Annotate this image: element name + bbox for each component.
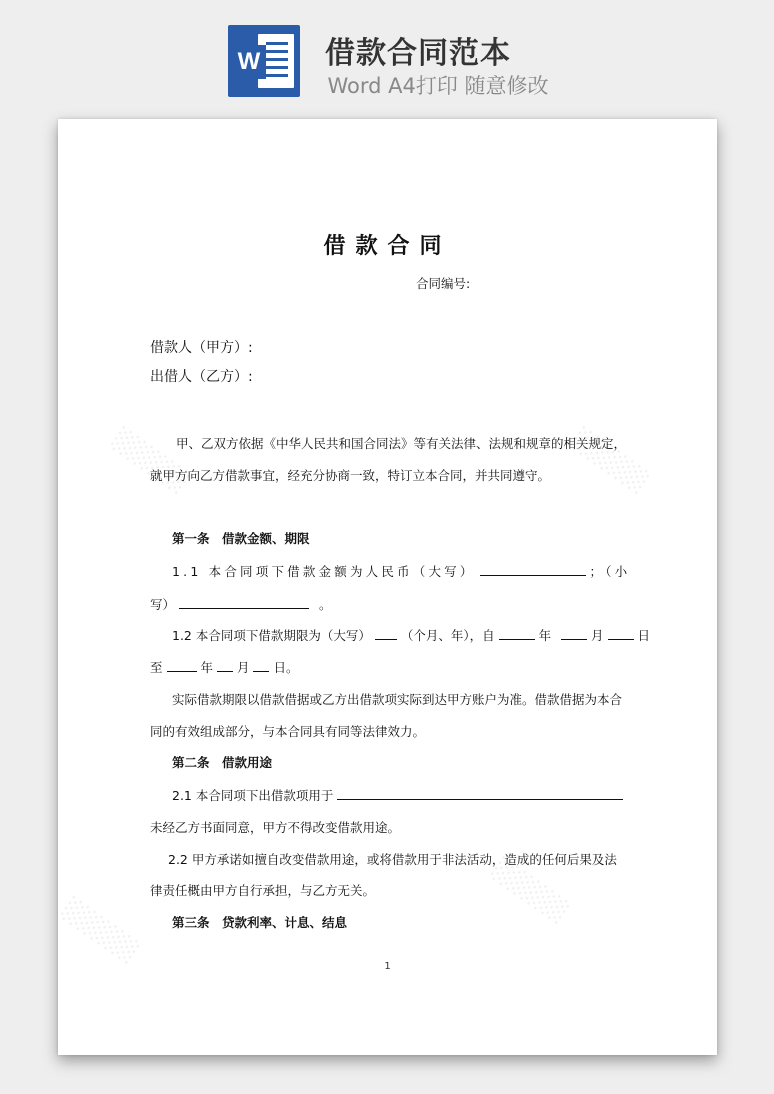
end-year-blank[interactable] — [167, 659, 197, 672]
word-app-icon — [228, 25, 300, 97]
clause-text: 月 — [591, 628, 604, 643]
clause-text: 年 — [538, 628, 552, 643]
clause-2-2-line-2: 律责任概由甲方自行承担，与乙方无关。 — [150, 883, 376, 898]
intro-paragraph-line-1: 甲、乙双方依据《中华人民共和国合同法》等有关法律、法规和规章的相关规定， — [176, 436, 627, 451]
amount-uppercase-blank[interactable] — [480, 563, 586, 576]
clause-1-3-line-1: 实际借款期限以借款借据或乙方出借款项实际到达甲方账户为准。借款借据为本合 — [172, 692, 623, 707]
start-year-blank[interactable] — [499, 627, 535, 640]
clause-text: 月 — [236, 660, 250, 675]
loan-purpose-blank[interactable] — [337, 787, 623, 800]
watermark: ░░░░░ — [108, 426, 193, 497]
end-month-blank[interactable] — [217, 659, 233, 672]
clause-2-1-line-1 — [172, 786, 642, 804]
intro-paragraph-line-2: 就甲方向乙方借款事宜，经充分协商一致，特订立本合同，并共同遵守。 — [150, 468, 551, 483]
clause-text: 写） — [150, 597, 176, 612]
clause-text: 日。 — [273, 660, 299, 675]
clause-text: ；（小 — [589, 564, 631, 579]
article-2-heading: 第二条 借款用途 — [172, 755, 273, 770]
amount-lowercase-blank[interactable] — [179, 596, 309, 609]
document-title: 借款合同 — [323, 234, 452, 259]
article-1-heading: 第一条 借款金额、期限 — [172, 531, 310, 546]
clause-2-1-line-2: 未经乙方书面同意，甲方不得改变借款用途。 — [150, 820, 401, 835]
page-number: 1 — [384, 961, 391, 972]
banner-title: 借款合同范本 — [325, 36, 511, 71]
clause-text: 年 — [200, 660, 213, 675]
document-page — [58, 119, 717, 1055]
clause-text: 1.2 本合同项下借款期限为（大写） — [172, 628, 371, 643]
watermark: ░░░░░ — [568, 426, 653, 497]
clause-text: 日 — [637, 628, 651, 643]
clause-1-2-line-1 — [172, 626, 651, 644]
end-day-blank[interactable] — [253, 659, 269, 672]
lender-label: 出借人（乙方）: — [150, 369, 253, 385]
banner-subtitle: Word A4打印 随意修改 — [327, 74, 549, 98]
header-banner — [0, 0, 774, 110]
article-3-heading: 第三条 贷款利率、计息、结息 — [172, 915, 348, 930]
clause-1-1-line-2 — [150, 595, 620, 613]
clause-1-3-line-2: 同的有效组成部分，与本合同具有同等法律效力。 — [150, 724, 426, 739]
borrower-label: 借款人（甲方）: — [150, 340, 253, 356]
clause-1-2-line-2 — [150, 658, 620, 676]
clause-2-2-line-1: 2.2 甲方承诺如擅自改变借款用途，或将借款用于非法活动，造成的任何后果及法 — [168, 852, 617, 867]
clause-1-1-line-1 — [172, 562, 642, 580]
clause-text: 1.1 本合同项下借款金额为人民币（大写） — [172, 564, 476, 579]
term-blank[interactable] — [375, 627, 397, 640]
clause-text: 至 — [150, 660, 163, 675]
contract-number-label: 合同编号: — [416, 276, 471, 291]
watermark: ░░░░░ — [58, 896, 143, 967]
clause-text: 2.1 本合同项下出借款项用于 — [172, 788, 334, 803]
clause-text: （个月、年），自 — [400, 628, 495, 643]
clause-text: 。 — [318, 597, 332, 612]
start-day-blank[interactable] — [608, 627, 634, 640]
word-logo-letter: W — [232, 45, 266, 79]
start-month-blank[interactable] — [561, 627, 587, 640]
watermark: ░░░░░ — [488, 856, 573, 927]
